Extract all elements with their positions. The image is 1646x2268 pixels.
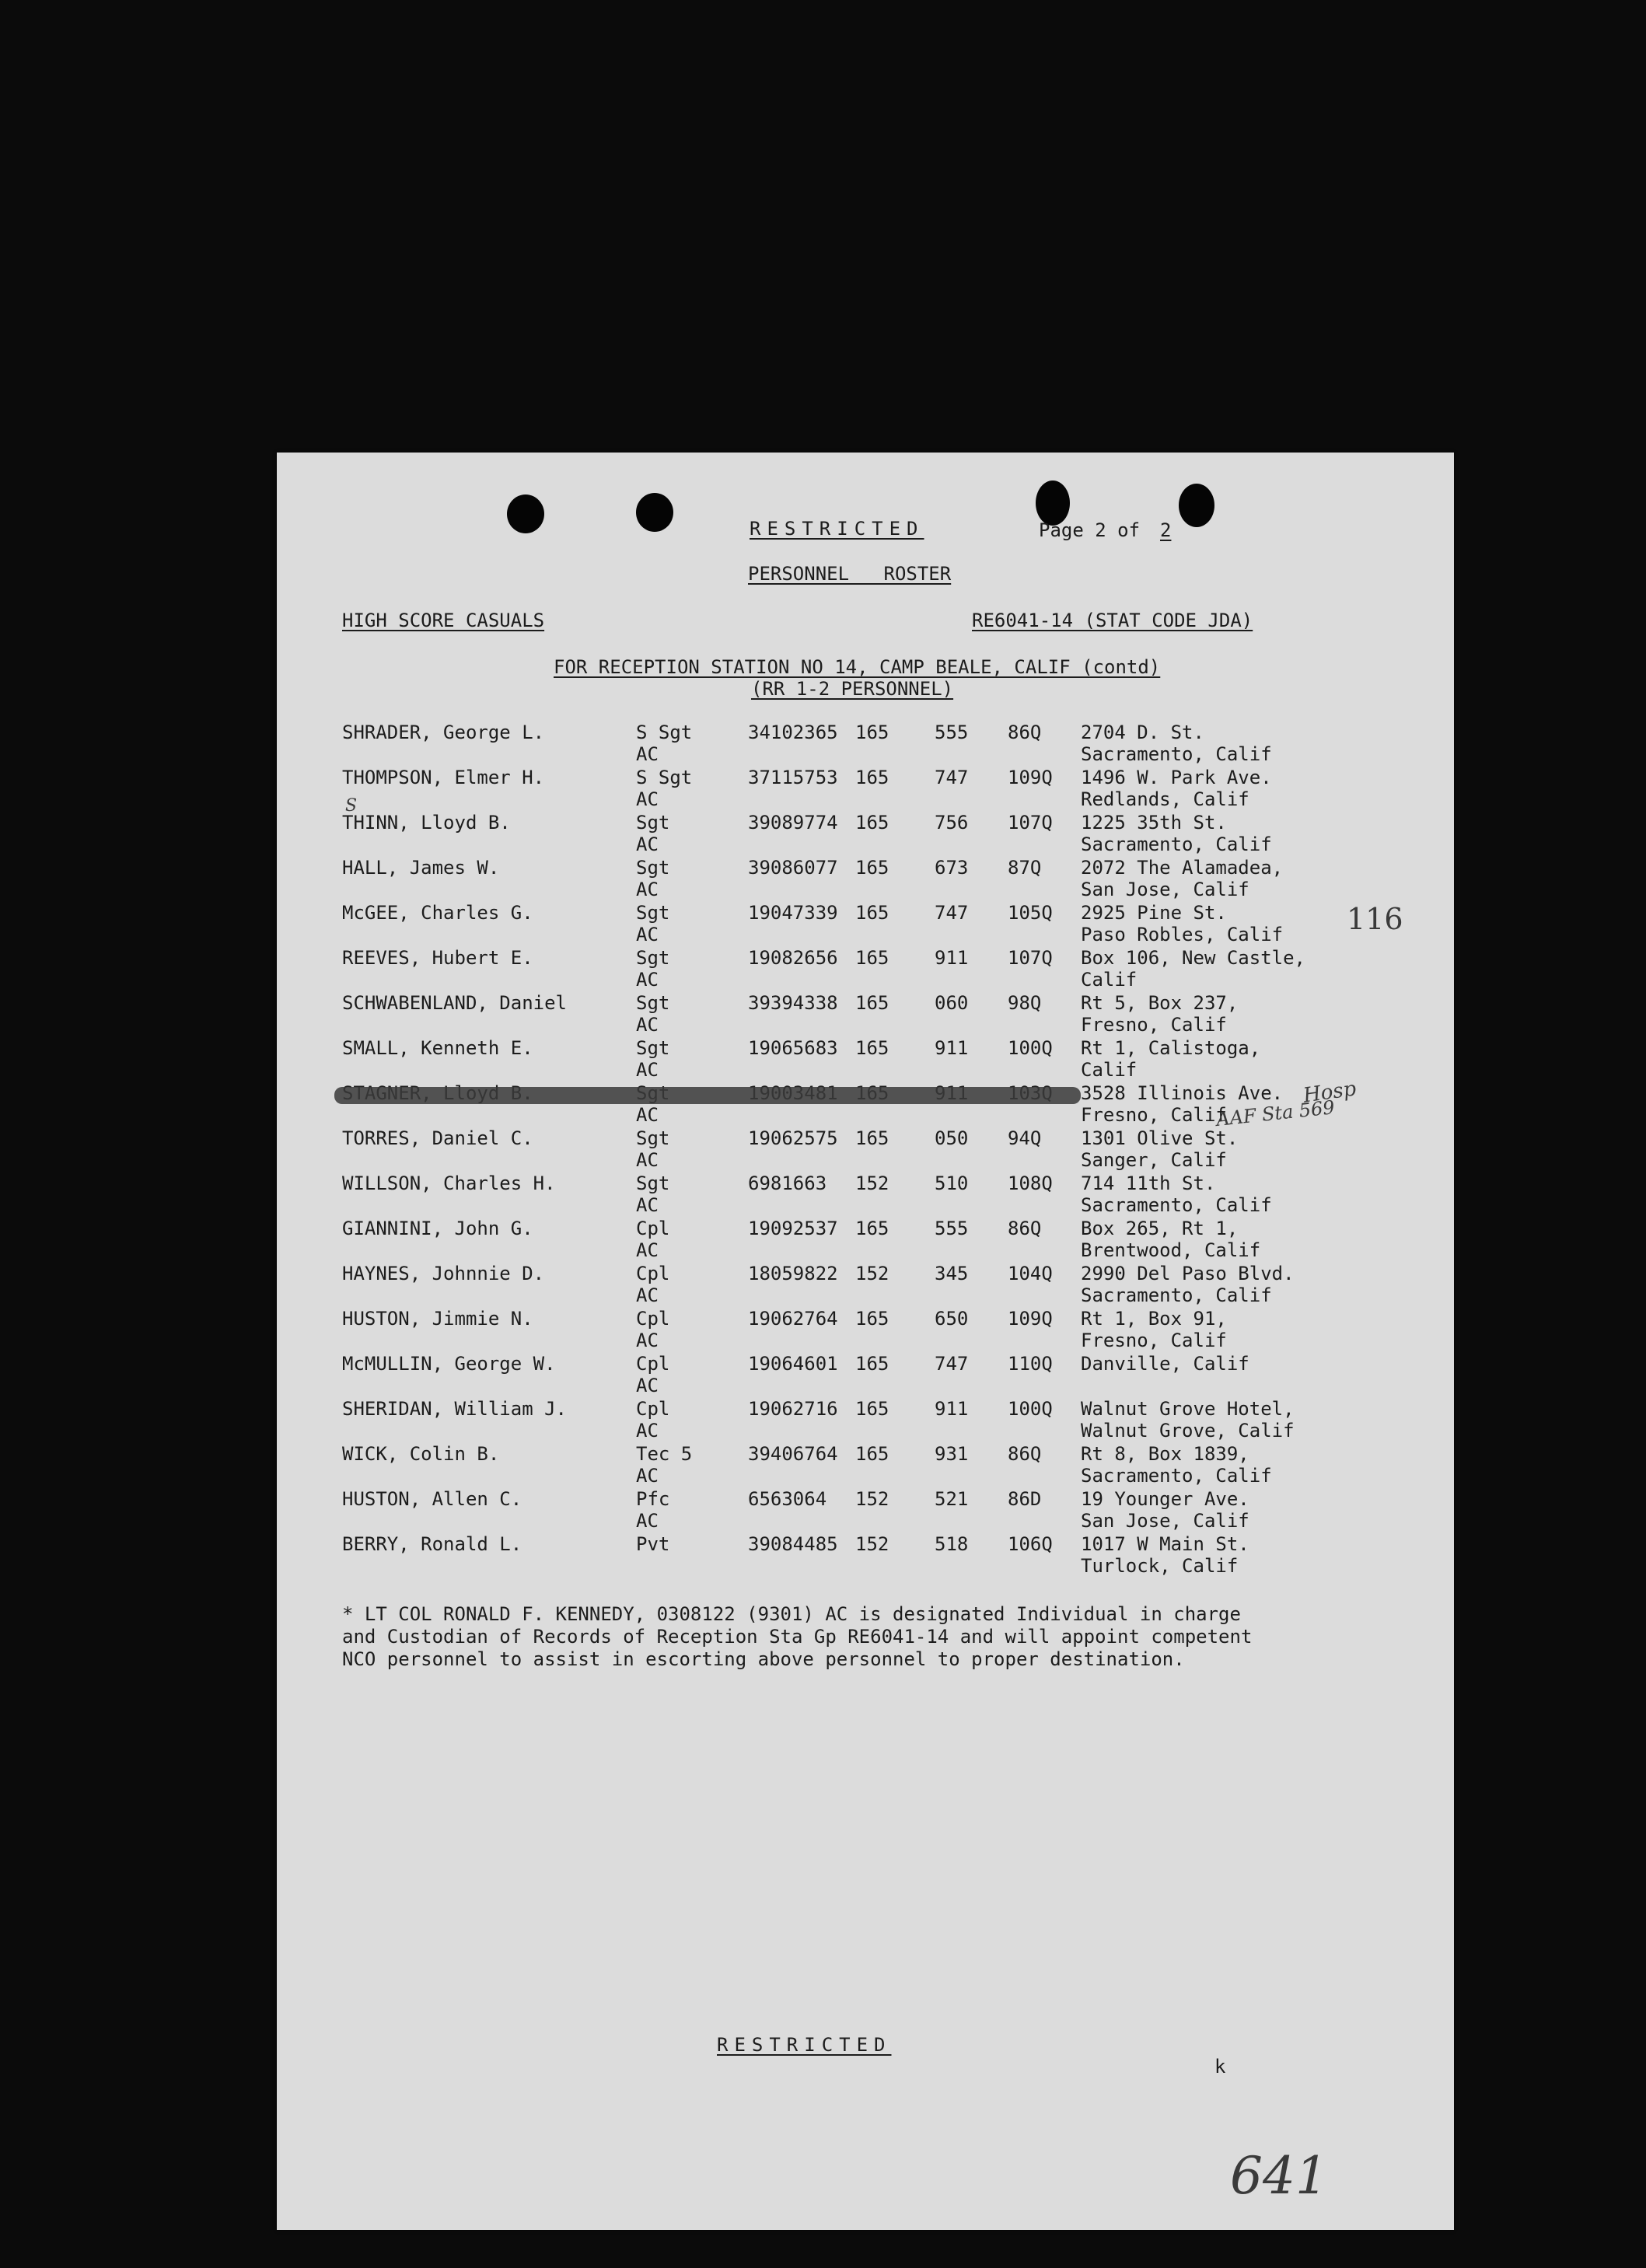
handwritten-number: 641: [1230, 2146, 1328, 2206]
branch: AC: [636, 1420, 659, 1442]
rank: Cpl: [636, 1398, 670, 1420]
code-a: 165: [855, 812, 889, 833]
hosp-station-note: AAF Sta 569: [1214, 1096, 1336, 1131]
address-line-2: Calif: [1081, 1059, 1138, 1081]
address-line-1: 3528 Illinois Ave.: [1081, 1082, 1284, 1104]
branch: AC: [636, 1375, 659, 1396]
serial-number: 18059822: [748, 1263, 838, 1284]
code-b: 510: [935, 1172, 969, 1194]
code-a: 152: [855, 1172, 889, 1194]
serial-number: 19047339: [748, 902, 838, 924]
rank: Sgt: [636, 902, 670, 924]
address-line-2: Turlock, Calif: [1081, 1555, 1239, 1577]
unit-heading: HIGH SCORE CASUALS: [342, 610, 545, 631]
serial-number: 39394338: [748, 992, 838, 1014]
branch: AC: [636, 743, 659, 765]
code-c: 107Q: [1008, 947, 1053, 969]
branch: AC: [636, 1014, 659, 1036]
rank: Sgt: [636, 1037, 670, 1059]
code-b: 673: [935, 857, 969, 879]
rank: Pvt: [636, 1533, 670, 1555]
serial-number: 39084485: [748, 1533, 838, 1555]
rank: Pfc: [636, 1488, 670, 1510]
table-row: [277, 857, 1454, 902]
table-row: [277, 1037, 1454, 1082]
serial-number: 19062716: [748, 1398, 838, 1420]
restricted-footer: RESTRICTED: [717, 2034, 892, 2056]
table-row: [277, 812, 1454, 857]
address-line-2: Sacramento, Calif: [1081, 1194, 1272, 1216]
rank: Cpl: [636, 1263, 670, 1284]
station-line: FOR RECEPTION STATION NO 14, CAMP BEALE, CALIF (contd): [554, 656, 1161, 678]
code-c: 86D: [1008, 1488, 1042, 1510]
code-c: 100Q: [1008, 1398, 1053, 1420]
code-b: 521: [935, 1488, 969, 1510]
table-row: [277, 1488, 1454, 1533]
table-row: [277, 1218, 1454, 1263]
code-a: 165: [855, 902, 889, 924]
code-b: 911: [935, 1398, 969, 1420]
restricted-header: RESTRICTED: [750, 518, 924, 540]
rank: Cpl: [636, 1218, 670, 1239]
rank: Sgt: [636, 992, 670, 1014]
address-line-1: 2704 D. St.: [1081, 722, 1204, 743]
personnel-name: HAYNES, Johnnie D.: [342, 1263, 545, 1284]
serial-number: 6981663: [748, 1172, 827, 1194]
rank: S Sgt: [636, 722, 693, 743]
code-b: 747: [935, 902, 969, 924]
personnel-name: REEVES, Hubert E.: [342, 947, 533, 969]
table-row: [277, 1398, 1454, 1443]
code-a: 152: [855, 1533, 889, 1555]
branch: AC: [636, 1059, 659, 1081]
address-line-1: Rt 1, Calistoga,: [1081, 1037, 1261, 1059]
address-line-1: 714 11th St.: [1081, 1172, 1216, 1194]
personnel-name: SHERIDAN, William J.: [342, 1398, 567, 1420]
branch: AC: [636, 924, 659, 945]
address-line-1: 19 Younger Ave.: [1081, 1488, 1249, 1510]
table-row: [277, 1308, 1454, 1353]
address-line-1: 1301 Olive St.: [1081, 1127, 1239, 1149]
code-a: 165: [855, 767, 889, 788]
code-c: 106Q: [1008, 1533, 1053, 1555]
personnel-name: THINN, Lloyd B.: [342, 812, 511, 833]
branch: AC: [636, 1465, 659, 1487]
rank: Cpl: [636, 1308, 670, 1330]
rank: Sgt: [636, 857, 670, 879]
serial-number: 19082656: [748, 947, 838, 969]
personnel-name: WICK, Colin B.: [342, 1443, 500, 1465]
branch: AC: [636, 879, 659, 900]
address-line-1: Rt 5, Box 237,: [1081, 992, 1239, 1014]
table-row: [277, 947, 1454, 992]
code-b: 911: [935, 947, 969, 969]
address-line-1: 1225 35th St.: [1081, 812, 1227, 833]
code-a: 165: [855, 1353, 889, 1375]
code-c: 86Q: [1008, 722, 1042, 743]
code-b: 555: [935, 1218, 969, 1239]
punch-hole: [1179, 484, 1214, 527]
address-line-1: Rt 8, Box 1839,: [1081, 1443, 1249, 1465]
serial-number: 19062575: [748, 1127, 838, 1149]
address-line-1: Box 106, New Castle,: [1081, 947, 1305, 969]
table-row: [277, 1353, 1454, 1398]
branch: AC: [636, 788, 659, 810]
code-c: 94Q: [1008, 1127, 1042, 1149]
serial-number: 6563064: [748, 1488, 827, 1510]
rank: S Sgt: [636, 767, 693, 788]
address-line-2: San Jose, Calif: [1081, 1510, 1249, 1532]
serial-number: 39406764: [748, 1443, 838, 1465]
branch: AC: [636, 969, 659, 991]
branch: AC: [636, 1194, 659, 1216]
footnote-line: NCO personnel to assist in escorting above personnel to proper destination.: [342, 1648, 1185, 1670]
code-a: 152: [855, 1263, 889, 1284]
code-b: 756: [935, 812, 969, 833]
branch: AC: [636, 1149, 659, 1171]
punch-hole: [636, 493, 673, 532]
code-c: 107Q: [1008, 812, 1053, 833]
address-line-2: San Jose, Calif: [1081, 879, 1249, 900]
code-c: 100Q: [1008, 1037, 1053, 1059]
code-c: 86Q: [1008, 1443, 1042, 1465]
address-line-2: Calif: [1081, 969, 1138, 991]
code-a: 165: [855, 1398, 889, 1420]
address-line-2: Fresno, Calif: [1081, 1330, 1227, 1351]
table-row: [277, 992, 1454, 1037]
code-a: 165: [855, 1037, 889, 1059]
code-b: 650: [935, 1308, 969, 1330]
address-line-2: Paso Robles, Calif: [1081, 924, 1284, 945]
code-a: 152: [855, 1488, 889, 1510]
serial-number: 19064601: [748, 1353, 838, 1375]
code-c: 109Q: [1008, 767, 1053, 788]
rank: Sgt: [636, 1127, 670, 1149]
punch-hole: [507, 494, 544, 533]
address-line-2: Sacramento, Calif: [1081, 1465, 1272, 1487]
table-row: [277, 767, 1454, 812]
serial-number: 39086077: [748, 857, 838, 879]
address-line-1: 2072 The Alamadea,: [1081, 857, 1284, 879]
personnel-name: SMALL, Kenneth E.: [342, 1037, 533, 1059]
code-c: 110Q: [1008, 1353, 1053, 1375]
footnote-line: * LT COL RONALD F. KENNEDY, 0308122 (9301) AC is designated Individual in charge: [342, 1603, 1241, 1625]
address-line-2: Sacramento, Calif: [1081, 1284, 1272, 1306]
serial-number: 19062764: [748, 1308, 838, 1330]
rank: Tec 5: [636, 1443, 693, 1465]
code-a: 165: [855, 722, 889, 743]
personnel-name: SCHWABENLAND, Daniel: [342, 992, 567, 1014]
personnel-name: TORRES, Daniel C.: [342, 1127, 533, 1149]
code-a: 165: [855, 857, 889, 879]
page-label: Page 2 of: [1039, 519, 1141, 541]
code-c: 109Q: [1008, 1308, 1053, 1330]
personnel-name: McMULLIN, George W.: [342, 1353, 556, 1375]
rank: Sgt: [636, 812, 670, 833]
table-row: [277, 1127, 1454, 1172]
address-line-2: Redlands, Calif: [1081, 788, 1249, 810]
address-line-2: Sacramento, Calif: [1081, 743, 1272, 765]
code-c: 86Q: [1008, 1218, 1042, 1239]
roster-title: PERSONNEL ROSTER: [748, 563, 952, 585]
rank: Cpl: [636, 1353, 670, 1375]
personnel-name: HUSTON, Jimmie N.: [342, 1308, 533, 1330]
document-page: [277, 453, 1454, 2230]
code-c: 108Q: [1008, 1172, 1053, 1194]
table-row: [277, 722, 1454, 767]
serial-number: 37115753: [748, 767, 838, 788]
code-b: 747: [935, 1353, 969, 1375]
serial-number: 19092537: [748, 1218, 838, 1239]
personnel-name: THOMPSON, Elmer H.: [342, 767, 545, 788]
personnel-subline: (RR 1-2 PERSONNEL): [751, 678, 954, 700]
address-line-2: Walnut Grove, Calif: [1081, 1420, 1295, 1442]
strikethrough-mark: [334, 1087, 1081, 1104]
code-b: 931: [935, 1443, 969, 1465]
code-a: 165: [855, 1218, 889, 1239]
personnel-name: WILLSON, Charles H.: [342, 1172, 556, 1194]
code-b: 345: [935, 1263, 969, 1284]
table-row: [277, 902, 1454, 947]
code-b: 060: [935, 992, 969, 1014]
personnel-name: HUSTON, Allen C.: [342, 1488, 522, 1510]
branch: AC: [636, 1330, 659, 1351]
code-c: 105Q: [1008, 902, 1053, 924]
personnel-name: SHRADER, George L.: [342, 722, 545, 743]
table-row: [277, 1263, 1454, 1308]
code-b: 050: [935, 1127, 969, 1149]
code-b: 911: [935, 1037, 969, 1059]
address-line-1: 1496 W. Park Ave.: [1081, 767, 1272, 788]
rank: Sgt: [636, 1172, 670, 1194]
address-line-2: Sanger, Calif: [1081, 1149, 1227, 1171]
code-a: 165: [855, 947, 889, 969]
address-line-1: 1017 W Main St.: [1081, 1533, 1249, 1555]
code-b: 555: [935, 722, 969, 743]
margin-number: 116: [1347, 902, 1403, 936]
personnel-name: HALL, James W.: [342, 857, 500, 879]
address-line-1: 2990 Del Paso Blvd.: [1081, 1263, 1295, 1284]
serial-number: 19065683: [748, 1037, 838, 1059]
stat-code-heading: RE6041-14 (STAT CODE JDA): [972, 610, 1253, 631]
code-b: 518: [935, 1533, 969, 1555]
s-correction: S: [345, 796, 358, 816]
personnel-name: GIANNINI, John G.: [342, 1218, 533, 1239]
table-row: [277, 1172, 1454, 1218]
hosp-note: Hosp: [1302, 1077, 1358, 1108]
personnel-name: McGEE, Charles G.: [342, 902, 533, 924]
code-c: 87Q: [1008, 857, 1042, 879]
address-line-1: Box 265, Rt 1,: [1081, 1218, 1239, 1239]
serial-number: 34102365: [748, 722, 838, 743]
branch: AC: [636, 833, 659, 855]
table-row: [277, 1533, 1454, 1578]
branch: AC: [636, 1104, 659, 1126]
code-a: 165: [855, 1443, 889, 1465]
code-a: 165: [855, 1127, 889, 1149]
code-a: 165: [855, 1308, 889, 1330]
address-line-2: Brentwood, Calif: [1081, 1239, 1261, 1261]
address-line-1: Rt 1, Box 91,: [1081, 1308, 1227, 1330]
address-line-2: Sacramento, Calif: [1081, 833, 1272, 855]
code-a: 165: [855, 992, 889, 1014]
branch: AC: [636, 1510, 659, 1532]
branch: AC: [636, 1284, 659, 1306]
serial-number: 39089774: [748, 812, 838, 833]
page-total: 2: [1160, 519, 1172, 541]
address-line-2: Fresno, Calif: [1081, 1014, 1227, 1036]
branch: AC: [636, 1239, 659, 1261]
table-row: [277, 1443, 1454, 1488]
address-line-2: Fresno, Calif: [1081, 1104, 1227, 1126]
address-line-1: Walnut Grove Hotel,: [1081, 1398, 1295, 1420]
footnote-line: and Custodian of Records of Reception Sta Gp RE6041-14 and will appoint competent: [342, 1626, 1253, 1648]
rank: Sgt: [636, 947, 670, 969]
personnel-name: BERRY, Ronald L.: [342, 1533, 522, 1555]
code-c: 98Q: [1008, 992, 1042, 1014]
typist-mark: k: [1214, 2056, 1226, 2078]
code-c: 104Q: [1008, 1263, 1053, 1284]
address-line-1: 2925 Pine St.: [1081, 902, 1227, 924]
code-b: 747: [935, 767, 969, 788]
address-line-1: Danville, Calif: [1081, 1353, 1249, 1375]
